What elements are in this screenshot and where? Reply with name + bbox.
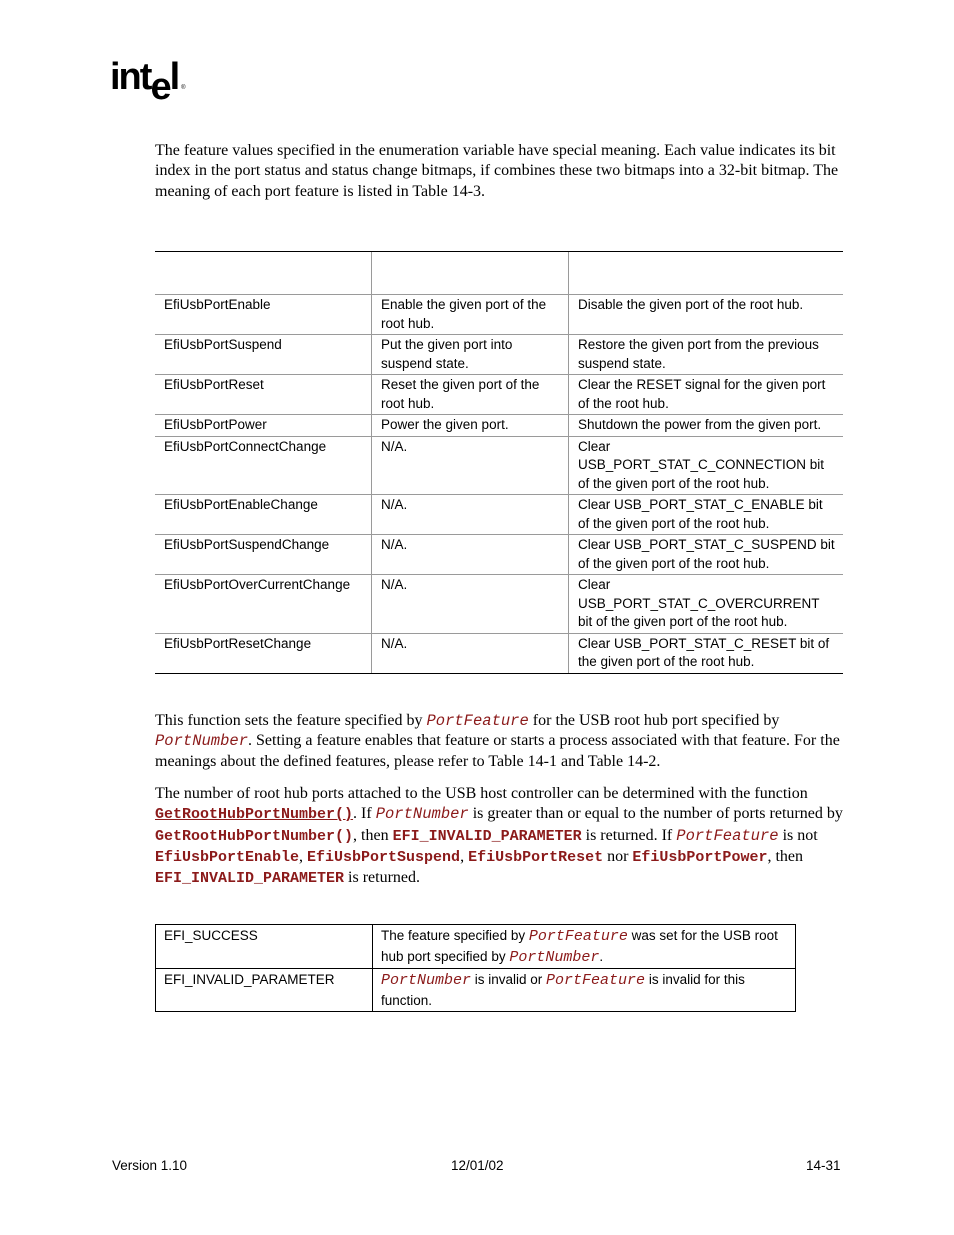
text: The feature specified by <box>381 928 529 943</box>
param-portnumber: PortNumber <box>375 805 469 824</box>
status-code: EFI_INVALID_PARAMETER <box>392 827 582 845</box>
status-code-cell: EFI_SUCCESS <box>156 925 373 969</box>
param-portfeature: PortFeature <box>426 712 529 730</box>
text: , then <box>767 847 803 865</box>
param-portfeature: PortFeature <box>546 972 646 989</box>
feature-name: EfiUsbPortReset <box>155 375 372 415</box>
description-paragraph-2 <box>155 784 845 889</box>
feature-code: EfiUsbPortSuspend <box>307 848 461 866</box>
intel-logo: intel ® <box>110 56 186 108</box>
feature-name: EfiUsbPortSuspendChange <box>155 535 372 575</box>
text: was set for the USB root hub port specified by <box>381 928 778 964</box>
header-cell <box>155 252 372 295</box>
header-cell <box>372 252 569 295</box>
table-row <box>155 633 843 673</box>
table-row <box>155 535 843 575</box>
intro-paragraph: The feature values specified in the enumeration variable have special meaning. Each value indicates its bit index in the port status and status change bitmaps, if combines these two bitmaps into a 32-bit bitmap. The meaning of each port feature is listed in Table 14-3. <box>155 142 839 200</box>
status-description-cell <box>373 969 796 1012</box>
header-cell <box>569 252 844 295</box>
text: is returned. <box>344 869 421 887</box>
feature-clear-effect: Disable the given port of the root hub. <box>569 295 844 335</box>
text: The number of root hub ports attached to the USB host controller can be determined with the function <box>155 785 808 802</box>
text: nor <box>603 847 633 865</box>
feature-name: EfiUsbPortOverCurrentChange <box>155 575 372 634</box>
feature-code: EfiUsbPortPower <box>632 848 768 866</box>
feature-code: EfiUsbPortReset <box>468 848 604 866</box>
param-portfeature: PortFeature <box>528 928 628 945</box>
table-row <box>156 969 796 1012</box>
feature-clear-effect: Clear USB_PORT_STAT_C_SUSPEND bit of the given port of the root hub. <box>569 535 844 575</box>
text: , then <box>353 826 393 844</box>
table-row <box>155 495 843 535</box>
feature-clear-effect: Restore the given port from the previous suspend state. <box>569 335 844 375</box>
text: is invalid for this function. <box>381 972 745 1008</box>
feature-name: EfiUsbPortEnableChange <box>155 495 372 535</box>
table-row <box>155 375 843 415</box>
text: is not <box>778 826 818 844</box>
param-portnumber: PortNumber <box>381 972 472 989</box>
feature-set-effect: Reset the given port of the root hub. <box>372 375 569 415</box>
port-feature-table <box>155 251 843 674</box>
footer-version: Version 1.10 <box>112 1158 188 1173</box>
table-header-row <box>155 252 843 295</box>
feature-set-effect: N/A. <box>372 575 569 634</box>
feature-name: EfiUsbPortResetChange <box>155 633 372 673</box>
feature-clear-effect: Clear USB_PORT_STAT_C_RESET bit of the given port of the root hub. <box>569 633 844 673</box>
text: for the USB root hub port specified by <box>528 712 780 729</box>
feature-set-effect: N/A. <box>372 535 569 575</box>
feature-set-effect: Enable the given port of the root hub. <box>372 295 569 335</box>
text: is invalid or <box>471 972 547 987</box>
feature-name: EfiUsbPortPower <box>155 415 372 437</box>
feature-set-effect: Power the given port. <box>372 415 569 437</box>
text: is returned. If <box>581 826 677 844</box>
feature-set-effect: Put the given port into suspend state. <box>372 335 569 375</box>
status-code-cell: EFI_INVALID_PARAMETER <box>156 969 373 1012</box>
table-row <box>155 295 843 335</box>
param-portnumber: PortNumber <box>509 948 600 966</box>
feature-code: EfiUsbPortEnable <box>155 848 300 866</box>
table-row <box>155 436 843 495</box>
feature-clear-effect: Clear USB_PORT_STAT_C_CONNECTION bit of the given port of the root hub. <box>569 436 844 495</box>
text: This function sets the feature specified by <box>155 712 427 729</box>
table-row <box>155 335 843 375</box>
description-paragraph-1 <box>155 711 845 772</box>
table-row <box>155 575 843 634</box>
feature-clear-effect: Clear the RESET signal for the given port of the root hub. <box>569 375 844 415</box>
text: is greater than or equal to the number of ports returned by <box>468 805 843 823</box>
table-row <box>155 415 843 437</box>
param-portfeature: PortFeature <box>676 826 779 845</box>
text: , <box>299 847 308 865</box>
status-description-cell <box>373 925 796 969</box>
feature-set-effect: N/A. <box>372 436 569 495</box>
status-code: EFI_INVALID_PARAMETER <box>155 870 345 888</box>
feature-clear-effect: Clear USB_PORT_STAT_C_ENABLE bit of the given port of the root hub. <box>569 495 844 535</box>
getroothubportnumber-link[interactable]: GetRootHubPortNumber() <box>155 806 354 824</box>
function-name: GetRootHubPortNumber() <box>155 827 354 845</box>
feature-clear-effect: Clear USB_PORT_STAT_C_OVERCURRENT bit of the given port of the root hub. <box>569 575 844 634</box>
feature-set-effect: N/A. <box>372 633 569 673</box>
footer-date: 12/01/02 <box>451 1158 504 1173</box>
feature-set-effect: N/A. <box>372 495 569 535</box>
feature-name: EfiUsbPortSuspend <box>155 335 372 375</box>
table-row <box>156 925 796 969</box>
feature-name: EfiUsbPortConnectChange <box>155 436 372 495</box>
text: . Setting a feature enables that feature or starts a process associated with that feature. For the meanings about the defined features, please refer to Table 14-1 and Table 14-2. <box>155 732 840 770</box>
text: , <box>460 847 469 865</box>
text: . If <box>353 805 376 823</box>
status-codes-table <box>155 924 796 1012</box>
param-portnumber: PortNumber <box>155 732 249 751</box>
feature-name: EfiUsbPortEnable <box>155 295 372 335</box>
footer-page-number: 14-31 <box>806 1158 841 1173</box>
feature-clear-effect: Shutdown the power from the given port. <box>569 415 844 437</box>
text: . <box>599 948 604 964</box>
